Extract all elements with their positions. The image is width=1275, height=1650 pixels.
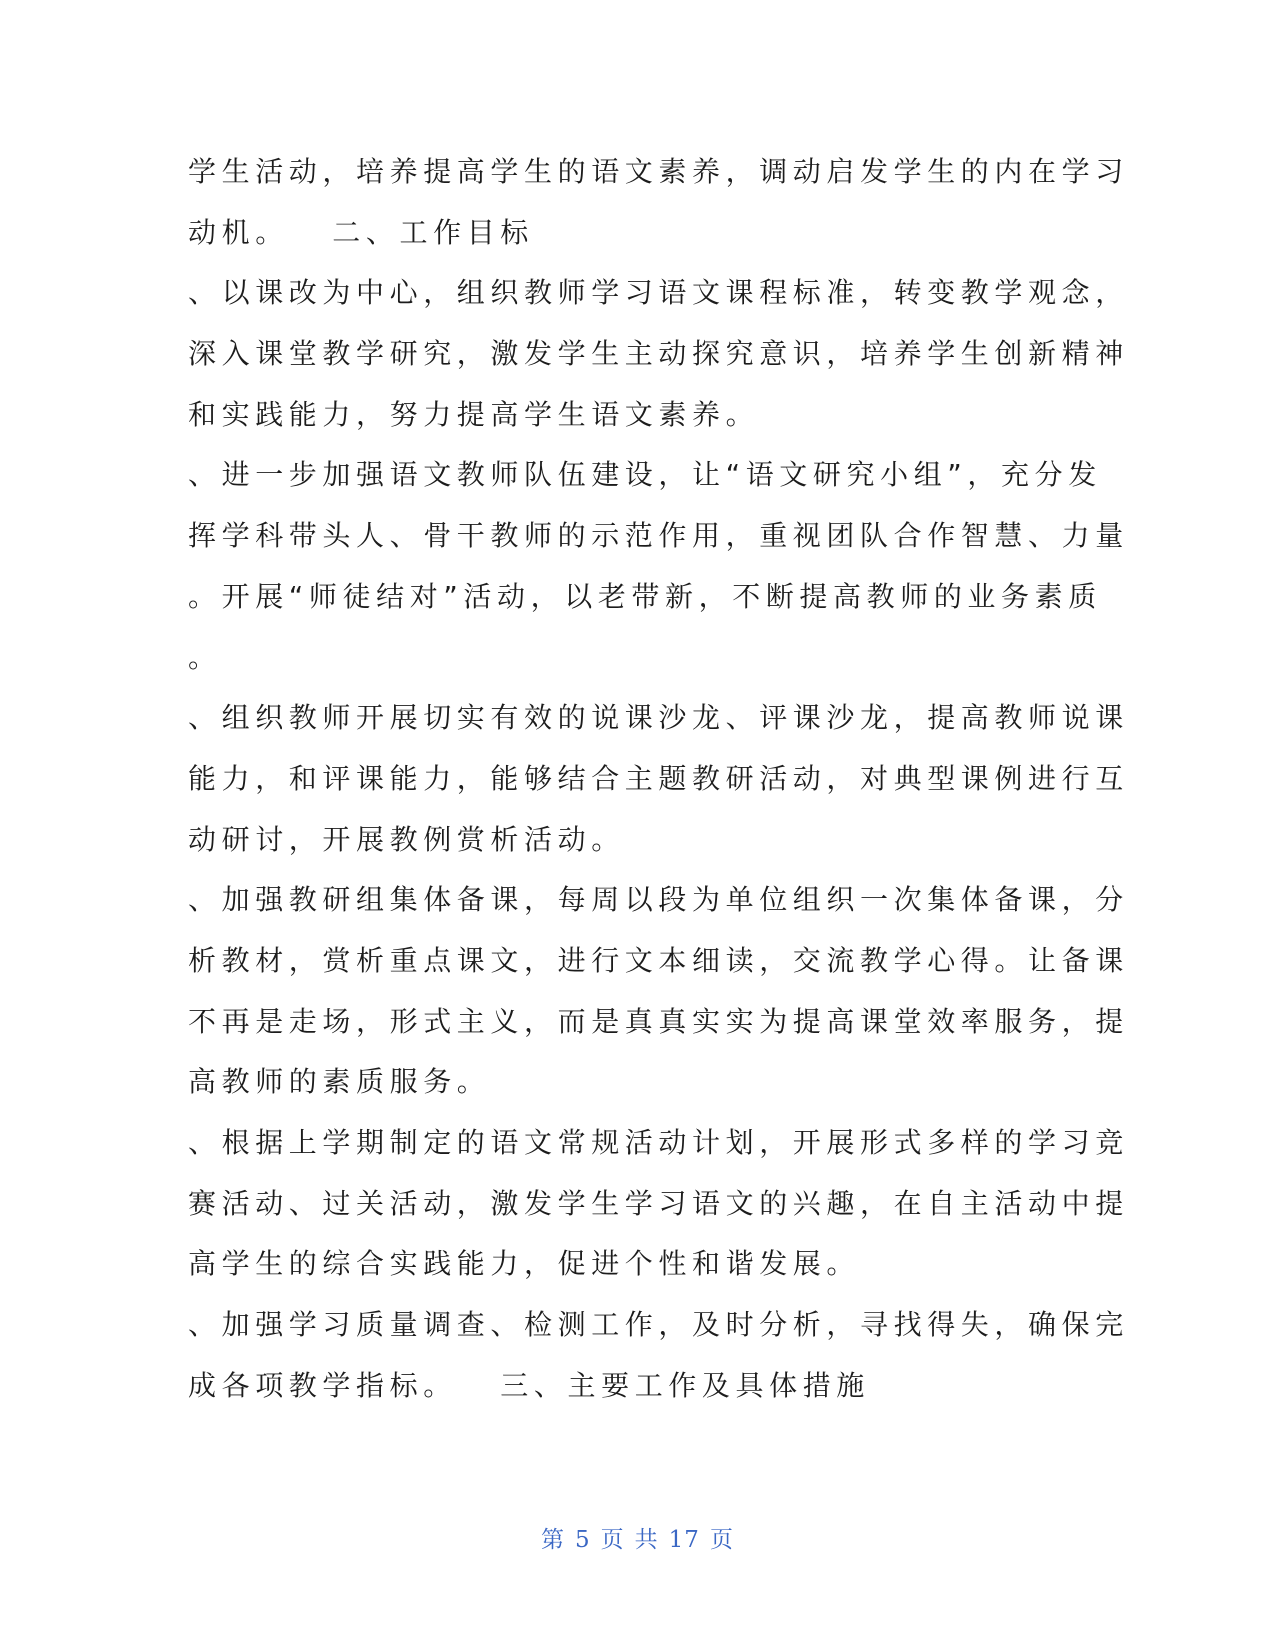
current-page-number: 5 xyxy=(575,1527,591,1553)
document-body xyxy=(188,142,1129,1416)
text-line: 、组织教师开展切实有效的说课沙龙、评课沙龙，提高教师说课 xyxy=(188,701,1129,735)
footer-label-page: 第 xyxy=(541,1527,566,1553)
text-line: 动研讨，开展教例赏析活动。 xyxy=(188,822,625,856)
text-line: 、以课改为中心，组织教师学习语文课程标准，转变教学观念， xyxy=(188,276,1129,310)
text-line: 。开展“师徒结对”活动，以老带新，不断提高教师的业务素质 xyxy=(188,579,1102,613)
text-line: 不再是走场，形式主义，而是真真实实为提高课堂效率服务，提 xyxy=(188,1004,1129,1038)
text-line: 和实践能力，努力提高学生语文素养。 xyxy=(188,397,760,431)
text-line: 、进一步加强语文教师队伍建设，让“语文研究小组”，充分发 xyxy=(188,458,1102,492)
total-pages-number: 17 xyxy=(668,1527,700,1553)
text-line: 成各项教学指标。 三、主要工作及具体措施 xyxy=(188,1368,870,1402)
text-line: 高学生的综合实践能力，促进个性和谐发展。 xyxy=(188,1247,861,1281)
text-line: 赛活动、过关活动，激发学生学习语文的兴趣，在自主活动中提 xyxy=(188,1186,1129,1220)
text-line: 高教师的素质服务。 xyxy=(188,1065,491,1099)
text-line: 。 xyxy=(188,640,222,674)
text-line: 动机。 二、工作目标 xyxy=(188,215,534,249)
text-line: 析教材，赏析重点课文，进行文本细读，交流教学心得。让备课 xyxy=(188,943,1129,977)
footer-label-total-unit: 页 xyxy=(709,1527,734,1553)
text-line: 能力，和评课能力，能够结合主题教研活动，对典型课例进行互 xyxy=(188,761,1129,795)
text-line: 、加强教研组集体备课，每周以段为单位组织一次集体备课，分 xyxy=(188,883,1129,917)
text-line: 、加强学习质量调查、检测工作，及时分析，寻找得失，确保完 xyxy=(188,1308,1129,1342)
text-line: 深入课堂教学研究，激发学生主动探究意识，培养学生创新精神 xyxy=(188,337,1129,371)
footer-label-total: 共 xyxy=(634,1527,659,1553)
page-number-footer xyxy=(0,1525,1275,1555)
text-line: 、根据上学期制定的语文常规活动计划，开展形式多样的学习竞 xyxy=(188,1126,1129,1159)
footer-label-page-unit: 页 xyxy=(600,1527,625,1553)
text-line: 挥学科带头人、骨干教师的示范作用，重视团队合作智慧、力量 xyxy=(188,519,1129,553)
text-line: 学生活动，培养提高学生的语文素养，调动启发学生的内在学习 xyxy=(188,155,1129,188)
